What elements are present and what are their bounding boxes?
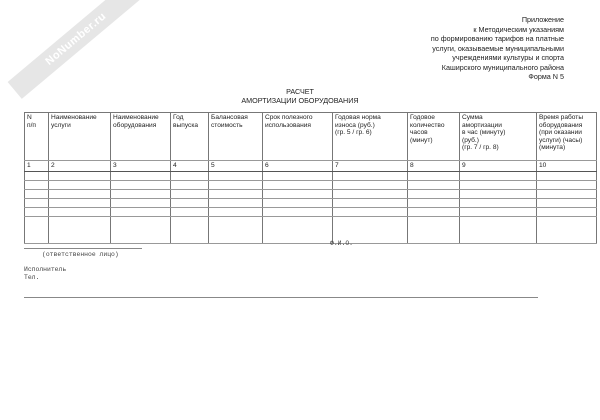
column-number: 1 [25,161,49,172]
table-cell[interactable] [537,198,597,207]
column-header [460,113,537,161]
table-cell[interactable] [460,189,537,198]
table-cell[interactable] [460,207,537,216]
table-cell[interactable] [408,171,460,180]
table-cell[interactable] [263,180,333,189]
appendix-line: к Методическим указаниям [473,24,564,34]
header-text: Сумма [462,114,483,121]
phone-label: Тел. [24,274,40,281]
header-text: Наименование [51,114,97,121]
header-text: в час (минуту) [462,129,506,137]
table-cell[interactable] [460,171,537,180]
column-number: 2 [49,161,111,172]
table-cell[interactable] [111,198,171,207]
table-row [25,216,597,243]
title-line: АМОРТИЗАЦИИ ОБОРУДОВАНИЯ [241,95,359,105]
table-cell[interactable] [408,216,460,243]
table-cell[interactable] [460,216,537,243]
table-cell[interactable] [209,198,263,207]
table-cell[interactable] [25,207,49,216]
column-number: 7 [333,161,408,172]
column-number: 10 [537,161,597,172]
table-row [25,180,597,189]
header-text: Годовая норма [335,114,381,121]
column-number: 4 [171,161,209,172]
table-cell[interactable] [333,198,408,207]
table-cell[interactable] [49,207,111,216]
table-cell[interactable] [25,216,49,243]
header-text: стоимость [211,121,243,129]
table-cell[interactable] [25,198,49,207]
column-number: 5 [209,161,263,172]
header-text: количество [410,121,445,129]
table-cell[interactable] [537,171,597,180]
document-title [0,88,600,105]
table-cell[interactable] [263,207,333,216]
table-cell[interactable] [460,180,537,189]
column-header [537,113,597,161]
column-number: 9 [460,161,537,172]
table-cell[interactable] [333,189,408,198]
header-text: (минут) [410,136,433,144]
column-header [263,113,333,161]
appendix-line: учреждениями культуры и спорта [452,53,564,63]
bottom-divider [24,297,538,298]
table-cell[interactable] [171,180,209,189]
table-cell[interactable] [263,198,333,207]
column-number-row [25,161,597,172]
table-cell[interactable] [263,189,333,198]
appendix-line: по формированию тарифов на платные [430,34,564,44]
header-text: часов [410,129,428,137]
table-cell[interactable] [171,189,209,198]
header-text: Балансовая [211,114,248,121]
header-text: использования [265,121,311,129]
header-text: (гр. 5 / гр. 6) [335,129,372,137]
header-text: износа (руб.) [335,121,375,129]
header-text: оборудования [113,121,157,129]
table-row [25,207,597,216]
table-cell[interactable] [111,180,171,189]
table-cell[interactable] [333,180,408,189]
table-cell[interactable] [460,198,537,207]
table-cell[interactable] [111,189,171,198]
column-number: 6 [263,161,333,172]
header-text: Время работы [539,114,584,121]
column-header [25,113,49,161]
table-cell[interactable] [263,216,333,243]
appendix-note [431,15,564,73]
table-cell[interactable] [171,216,209,243]
title-line: РАСЧЕТ [286,87,314,96]
table-cell[interactable] [25,171,49,180]
table-row [25,171,597,180]
table-cell[interactable] [49,216,111,243]
table-cell[interactable] [171,171,209,180]
table-cell[interactable] [25,189,49,198]
table-cell[interactable] [111,171,171,180]
table-cell[interactable] [263,171,333,180]
header-row [25,113,597,161]
table-cell[interactable] [408,207,460,216]
table-cell[interactable] [111,216,171,243]
table-cell[interactable] [209,180,263,189]
header-text: оборудования [539,121,583,129]
table-cell[interactable] [537,180,597,189]
column-header [171,113,209,161]
header-text: Наименование [113,114,159,121]
table-cell[interactable] [209,189,263,198]
table-row [25,189,597,198]
column-number: 8 [408,161,460,172]
table-cell[interactable] [408,198,460,207]
form-number: Форма N 5 [528,72,564,81]
table-cell[interactable] [333,171,408,180]
column-header [209,113,263,161]
table-cell[interactable] [111,207,171,216]
header-text: (гр. 7 / гр. 8) [462,144,499,152]
header-text: N [27,114,32,121]
header-text: (минута) [539,144,566,152]
table-cell[interactable] [49,171,111,180]
table-cell[interactable] [408,189,460,198]
table-cell[interactable] [537,189,597,198]
table-cell[interactable] [408,180,460,189]
column-header [49,113,111,161]
table-cell[interactable] [25,180,49,189]
executor-label: Исполнитель [24,266,67,273]
fio-label: Ф.И.О. [330,240,354,247]
column-header [333,113,408,161]
table-cell[interactable] [49,180,111,189]
table-cell[interactable] [171,198,209,207]
amortization-table [24,112,597,244]
column-number: 3 [111,161,171,172]
header-text: Срок полезного [265,114,313,121]
appendix-line: услуги, оказываемые муниципальными [432,43,564,53]
table-cell[interactable] [209,216,263,243]
header-text: Годовое [410,114,435,121]
header-text: амортизации [462,121,502,129]
table-cell[interactable] [333,207,408,216]
table-cell[interactable] [49,189,111,198]
responsible-label: (ответственное лицо) [42,251,119,258]
column-header [408,113,460,161]
header-text: выпуска [173,121,199,129]
column-header [111,113,171,161]
header-text: Год [173,114,184,121]
watermark: NoNumber.ru [8,0,145,99]
table-cell[interactable] [209,171,263,180]
table-cell[interactable] [537,207,597,216]
table-cell[interactable] [49,198,111,207]
header-text: п/п [27,121,36,129]
signature-line [24,248,142,249]
header-text: (руб.) [462,136,479,144]
header-text: услуги) (часы) [539,136,583,144]
appendix-line: Приложение [521,15,564,24]
header-text: (при оказании [539,129,582,137]
appendix-line: Каширского муниципального района [441,62,564,72]
header-text: услуги [51,121,71,129]
table-cell[interactable] [171,207,209,216]
table-cell[interactable] [209,207,263,216]
table-row [25,198,597,207]
table-cell[interactable] [537,216,597,243]
